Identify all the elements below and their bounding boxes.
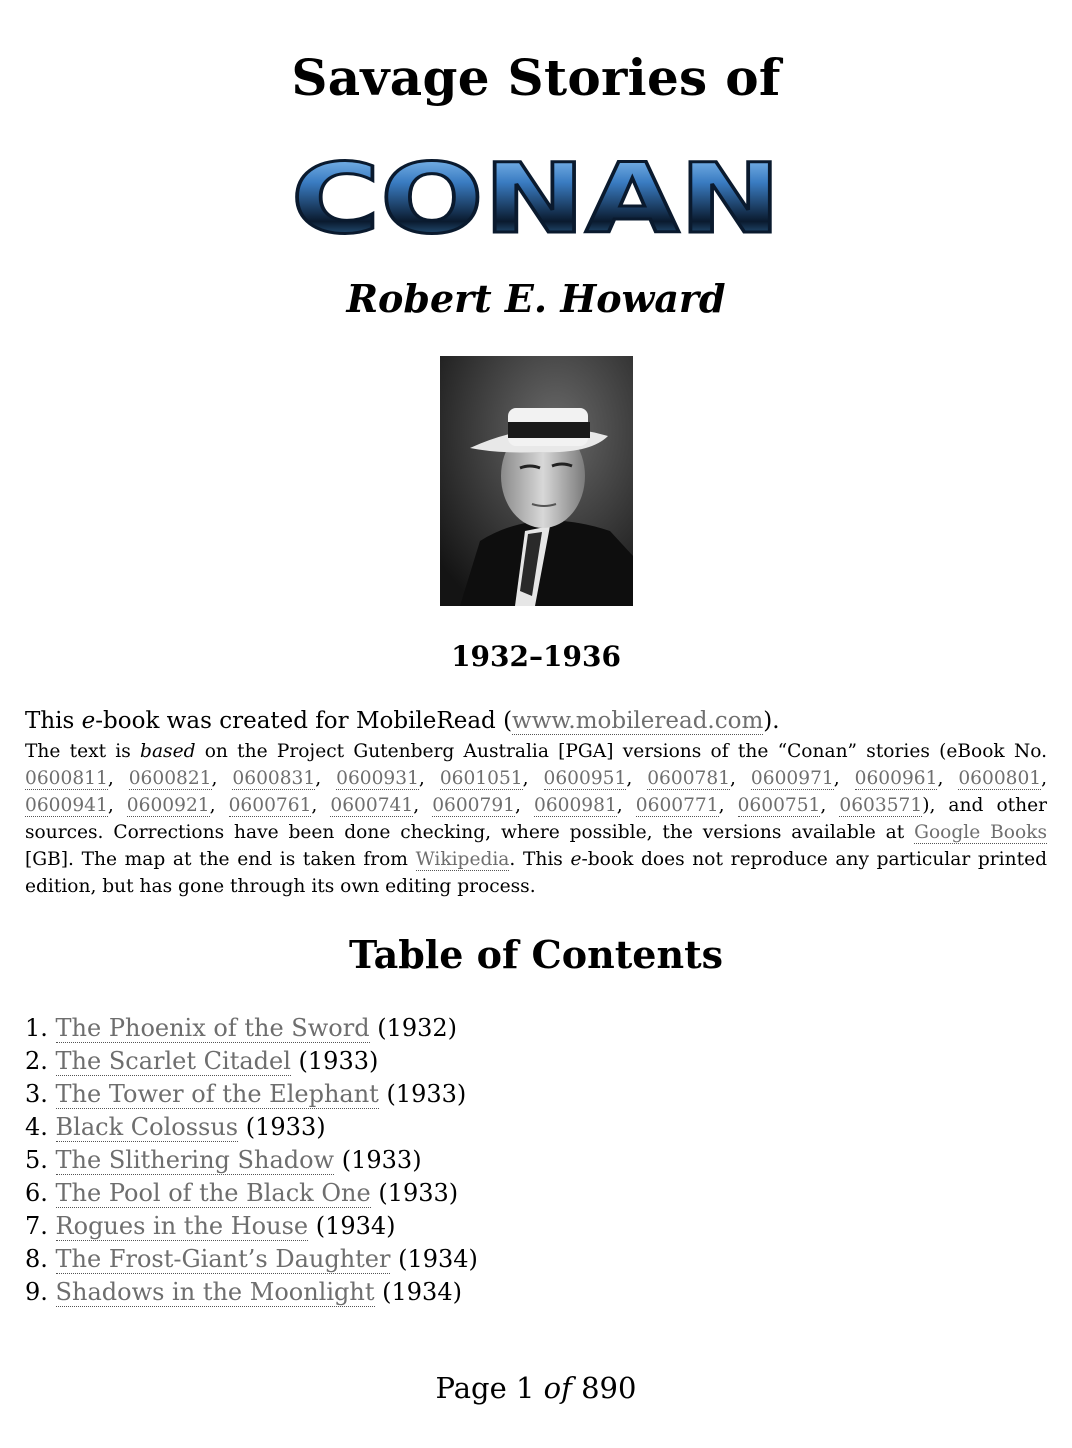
toc-number: 1. — [25, 1014, 48, 1042]
toc-year: (1933) — [386, 1080, 467, 1108]
wikipedia-link[interactable]: Wikipedia — [415, 849, 510, 870]
toc-link[interactable]: The Pool of the Black One — [55, 1179, 371, 1207]
toc-item — [25, 1243, 478, 1276]
ebook-link[interactable]: 0600941 — [25, 795, 108, 816]
toc-year: (1933) — [245, 1113, 326, 1141]
toc-link[interactable]: The Slithering Shadow — [55, 1146, 335, 1174]
toc-item — [25, 1078, 478, 1111]
total-pages: 890 — [581, 1371, 637, 1405]
ebook-link[interactable]: 0603571 — [839, 795, 923, 816]
text: e — [81, 708, 96, 734]
toc-link[interactable]: The Frost-Giant’s Daughter — [55, 1245, 391, 1273]
conan-logo-image — [286, 140, 786, 250]
text: The text is — [25, 741, 141, 762]
separator: , — [522, 768, 544, 789]
toc-year: (1933) — [378, 1179, 459, 1207]
toc-year: (1933) — [341, 1146, 422, 1174]
author-portrait — [440, 356, 633, 606]
separator: , — [107, 768, 129, 789]
toc-item — [25, 1144, 478, 1177]
text: on the Project Gutenberg Australia [PGA] versions of the “Conan” stories (eBook No. — [195, 741, 1047, 762]
ebook-link[interactable]: 0600811 — [25, 768, 108, 789]
toc-number: 5. — [25, 1146, 48, 1174]
toc-number: 8. — [25, 1245, 48, 1273]
toc-link[interactable]: The Phoenix of the Sword — [55, 1014, 370, 1042]
ebook-link-list — [25, 768, 1047, 817]
toc-link[interactable]: The Scarlet Citadel — [55, 1047, 291, 1075]
source-note — [25, 738, 1047, 900]
toc-heading: Table of Contents — [348, 932, 724, 977]
google-books-link[interactable]: Google Books — [914, 822, 1047, 843]
toc-number: 3. — [25, 1080, 48, 1108]
logo-text: CONAN — [291, 143, 781, 250]
text: ). — [763, 708, 780, 734]
text: This — [25, 708, 82, 734]
ebook-link[interactable]: 0600741 — [330, 795, 414, 816]
ebook-link[interactable]: 0600751 — [737, 795, 821, 816]
ebook-link[interactable]: 0600951 — [543, 768, 627, 789]
separator: , — [315, 768, 337, 789]
separator: , — [209, 795, 229, 816]
page-label: Page — [435, 1371, 507, 1405]
mobileread-note — [25, 704, 1047, 738]
ebook-link[interactable]: 0600831 — [232, 768, 316, 789]
ebook-link[interactable]: 0600981 — [533, 795, 617, 816]
ebook-link[interactable]: 0600791 — [432, 795, 515, 816]
intro-section — [25, 704, 1047, 900]
text: e — [570, 849, 582, 870]
author-name: Robert E. Howard — [346, 276, 726, 321]
toc-item — [25, 1177, 478, 1210]
text: based — [140, 741, 196, 762]
ebook-link[interactable]: 0600921 — [126, 795, 210, 816]
toc-link[interactable]: The Tower of the Elephant — [55, 1080, 379, 1108]
conan-logo — [0, 140, 1072, 250]
toc-item — [25, 1111, 478, 1144]
ebook-link[interactable]: 0601051 — [439, 768, 523, 789]
ebook-link[interactable]: 0600821 — [128, 768, 212, 789]
toc-year: (1934) — [382, 1278, 462, 1306]
toc-number: 9. — [25, 1278, 48, 1306]
toc-number: 6. — [25, 1179, 48, 1207]
text: . This — [509, 849, 571, 870]
toc-item — [25, 1012, 478, 1045]
toc-year: (1933) — [298, 1047, 379, 1075]
text: [GB]. The map at the end is taken from — [25, 849, 416, 870]
separator: , — [413, 795, 433, 816]
current-page: 1 — [516, 1371, 535, 1405]
separator: , — [211, 768, 233, 789]
separator: , — [730, 768, 751, 789]
toc-link[interactable]: Black Colossus — [55, 1113, 239, 1141]
text: -book was created for MobileRead ( — [95, 708, 513, 734]
ebook-link[interactable]: 0600931 — [336, 768, 419, 789]
publication-years: 1932–1936 — [451, 640, 621, 673]
toc-link[interactable]: Rogues in the House — [55, 1212, 309, 1240]
text: -book does not reproduce any particular printed edition, but has gone through its own editing process. — [25, 849, 1047, 897]
mobileread-link[interactable]: www.mobileread.com — [512, 708, 764, 734]
toc-item — [25, 1045, 478, 1078]
ebook-link[interactable]: 0600801 — [958, 768, 1042, 789]
separator: , — [311, 795, 331, 816]
text: ), and other sources. Corrections have been done checking, where possible, the versions available at — [25, 795, 1047, 843]
book-title: Savage Stories of — [291, 48, 781, 107]
separator: , — [418, 768, 440, 789]
toc-year: (1932) — [377, 1014, 458, 1042]
of-label: of — [543, 1371, 572, 1405]
ebook-link[interactable]: 0600761 — [228, 795, 312, 816]
separator: , — [616, 795, 636, 816]
toc-number: 4. — [25, 1113, 48, 1141]
toc-number: 7. — [25, 1212, 48, 1240]
ebook-link[interactable]: 0600781 — [647, 768, 731, 789]
separator: , — [833, 768, 855, 789]
toc-number: 2. — [25, 1047, 48, 1075]
separator: , — [107, 795, 127, 816]
ebook-link[interactable]: 0600771 — [635, 795, 719, 816]
page-indicator — [0, 1370, 1072, 1406]
toc-year: (1934) — [398, 1245, 478, 1273]
toc-year: (1934) — [315, 1212, 396, 1240]
toc-item — [25, 1276, 478, 1309]
separator: , — [820, 795, 840, 816]
separator: , — [1041, 768, 1048, 789]
toc-link[interactable]: Shadows in the Moonlight — [55, 1278, 375, 1306]
separator: , — [937, 768, 959, 789]
table-of-contents — [25, 1012, 478, 1309]
ebook-link[interactable]: 0600961 — [854, 768, 938, 789]
separator: , — [515, 795, 534, 816]
separator: , — [626, 768, 648, 789]
portrait-image — [440, 356, 633, 606]
ebook-link[interactable]: 0600971 — [750, 768, 834, 789]
separator: , — [718, 795, 738, 816]
toc-item — [25, 1210, 478, 1243]
